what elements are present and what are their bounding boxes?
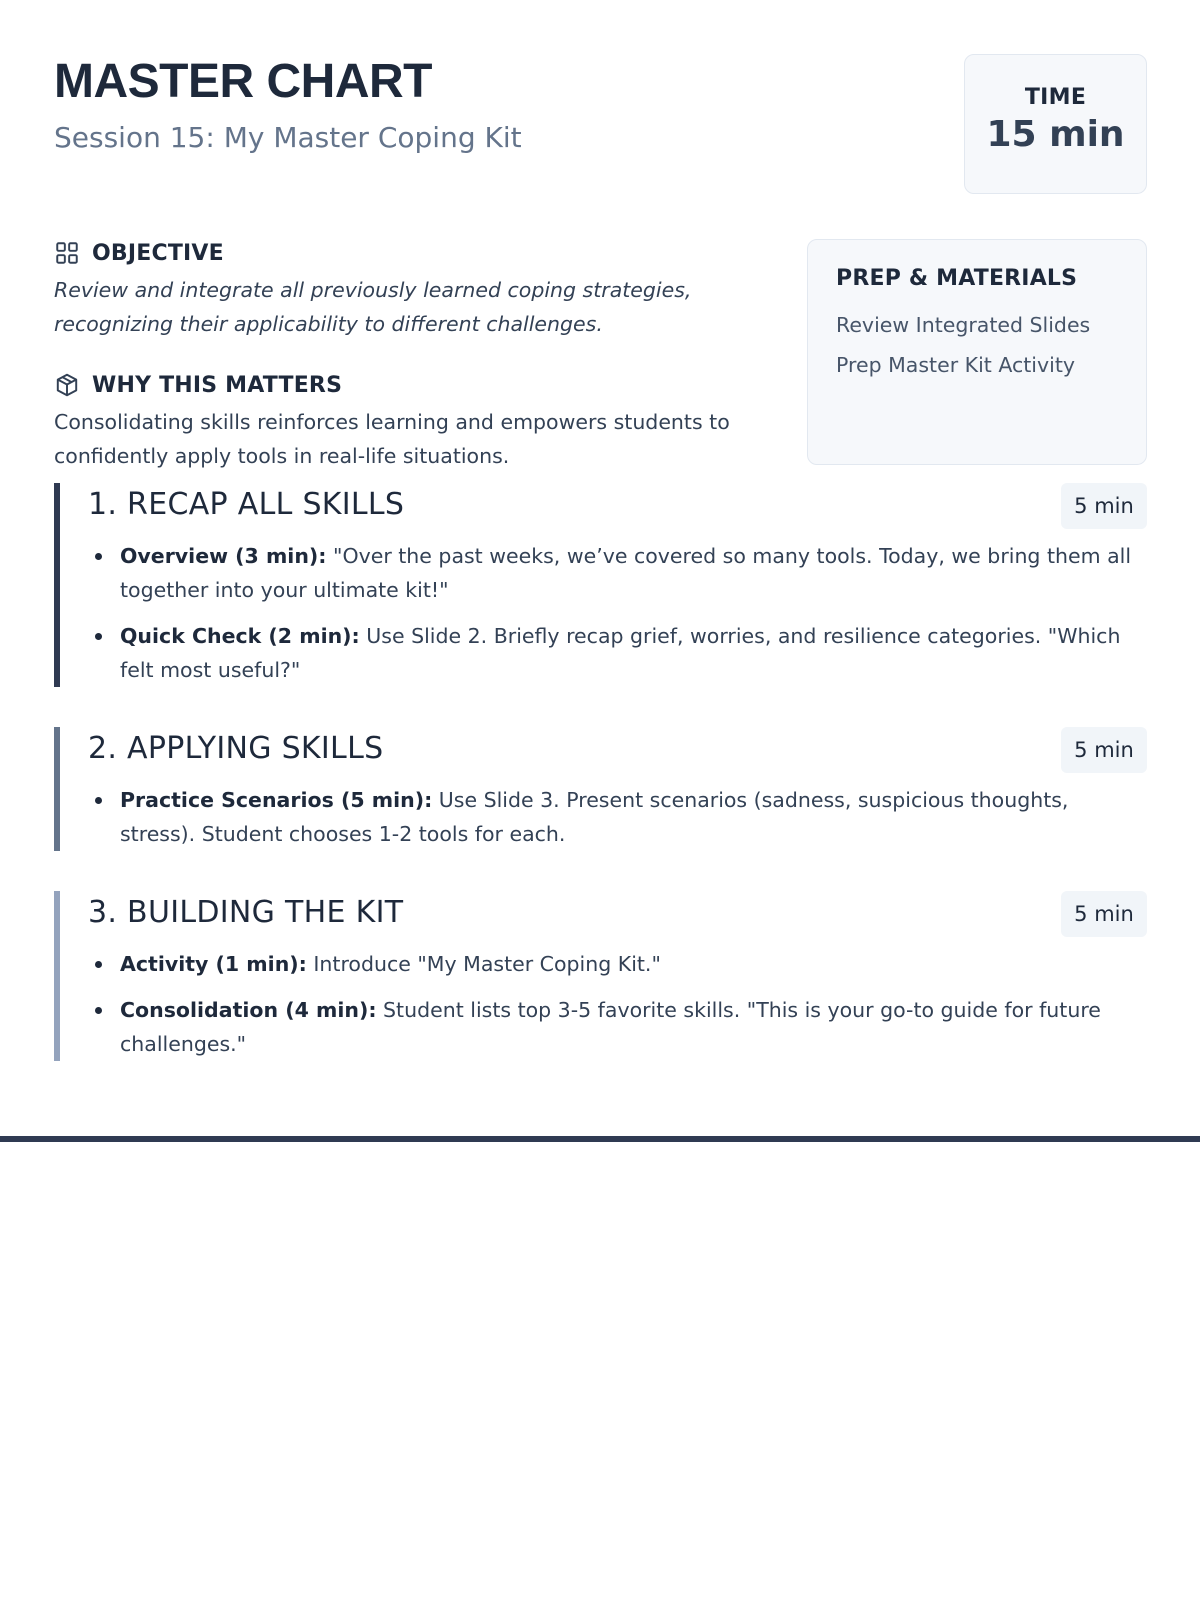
page-title: MASTER CHART	[54, 55, 432, 108]
bullet-text: Student lists top 3-5 favorite skills. "This is your go-to guide for future challenges."	[120, 998, 1101, 1056]
section-title: 3. BUILDING THE KIT	[88, 895, 404, 930]
section-title: 1. RECAP ALL SKILLS	[88, 487, 405, 522]
bullet-text: "Over the past weeks, we’ve covered so many tools. Today, we bring them all together into your ultimate kit!"	[120, 544, 1132, 602]
bullet-lead: Activity (1 min):	[120, 952, 307, 976]
bullet-lead: Overview (3 min):	[120, 544, 327, 568]
header	[54, 54, 1147, 199]
bullet-lead: Consolidation (4 min):	[120, 998, 377, 1022]
prep-title: PREP & MATERIALS	[836, 266, 1078, 291]
grid-icon	[54, 240, 80, 266]
bullet-list	[88, 947, 1147, 1061]
list-item	[88, 783, 1147, 851]
section-head	[88, 483, 1147, 529]
section-applying	[54, 727, 1147, 851]
list-item	[88, 993, 1147, 1061]
bullet-list	[88, 539, 1147, 687]
prep-item: Review Integrated Slides	[836, 313, 1091, 337]
section-head	[88, 891, 1147, 937]
why-block	[54, 371, 774, 473]
time-label: TIME	[1024, 85, 1087, 110]
intro-left	[54, 239, 774, 473]
objective-text: Review and integrate all previously learned coping strategies, recognizing their applicability to different challenges.	[54, 278, 692, 336]
why-label-row	[54, 371, 774, 399]
footer-divider	[0, 1136, 1200, 1142]
duration-badge: 5 min	[1061, 483, 1147, 529]
time-box	[964, 54, 1147, 194]
section-building	[54, 891, 1147, 1061]
objective-block	[54, 239, 774, 341]
list-item	[88, 947, 1147, 981]
time-value: 15 min	[986, 114, 1125, 155]
section-title: 2. APPLYING SKILLS	[88, 731, 384, 766]
bullet-text: Introduce "My Master Coping Kit."	[306, 952, 661, 976]
why-text: Consolidating skills reinforces learning and empowers students to confidently apply tools in real-life situations.	[54, 410, 730, 468]
section-head	[88, 727, 1147, 773]
duration-badge: 5 min	[1061, 891, 1147, 937]
cube-icon	[54, 372, 80, 398]
why-label: WHY THIS MATTERS	[92, 372, 343, 398]
section-recap	[54, 483, 1147, 687]
duration-badge: 5 min	[1061, 727, 1147, 773]
list-item	[88, 619, 1147, 687]
bullet-lead: Practice Scenarios (5 min):	[120, 788, 433, 812]
objective-label-row	[54, 239, 774, 267]
bullet-text: Use Slide 2. Briefly recap grief, worries, and resilience categories. "Which felt most useful?"	[120, 624, 1121, 682]
bullet-text: Use Slide 3. Present scenarios (sadness, suspicious thoughts, stress). Student chooses 1-2 tools for each.	[120, 788, 1069, 846]
bullet-list	[88, 783, 1147, 851]
prep-materials-box	[807, 239, 1147, 465]
list-item	[88, 539, 1147, 607]
objective-label: OBJECTIVE	[92, 240, 224, 266]
prep-item: Prep Master Kit Activity	[836, 353, 1076, 377]
session-subtitle: Session 15: My Master Coping Kit	[54, 121, 522, 154]
bullet-lead: Quick Check (2 min):	[120, 624, 360, 648]
intro-section	[54, 239, 1147, 479]
lesson-page	[54, 54, 1147, 1061]
